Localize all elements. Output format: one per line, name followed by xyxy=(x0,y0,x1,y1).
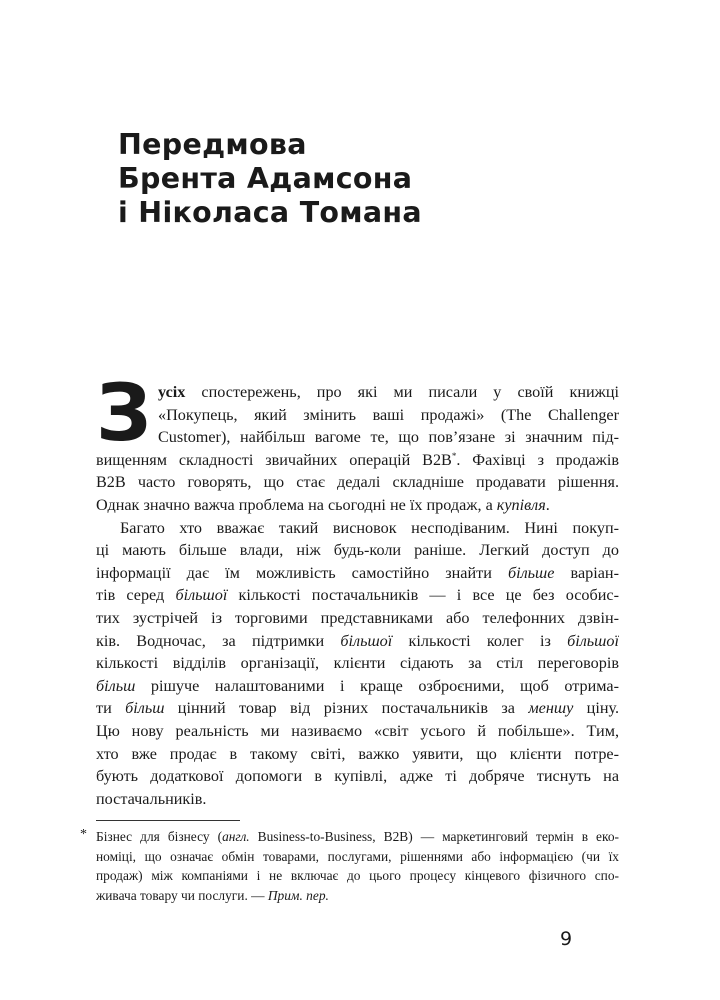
emphasis: більшої xyxy=(340,631,393,650)
emphasis: більшої xyxy=(175,586,228,605)
page-number: 9 xyxy=(560,928,573,950)
text-line: Цю нову реальність ми називаємо «світ усього й побільше». Тим, xyxy=(96,721,619,740)
text-line: Customer), найбільш вагоме те, що пов’язане зі значним під- xyxy=(158,428,619,447)
emphasis: англ. xyxy=(222,829,250,844)
drop-cap: З xyxy=(96,369,152,459)
footnote xyxy=(80,827,619,905)
text-line: Однак значно важча проблема на сьогодні не їх продаж, а купівля. xyxy=(96,495,550,514)
text-line: більш рішуче налаштованими і краще озброєними, щоб отрима- xyxy=(96,676,619,695)
text-line: Багато хто вважає такий висновок несподіваним. Нині покуп- xyxy=(120,518,619,537)
text-line: кількості відділів організації, клієнти сідають за стіл переговорів xyxy=(96,654,619,673)
emphasis: більш xyxy=(96,676,136,695)
text-line: тих зустрічей із торговими представниками або телефонних дзвін- xyxy=(96,608,619,627)
text-line: усіх спостережень, про які ми писали у своїй книжці xyxy=(158,383,619,401)
text-line: ти більш цінний товар від різних постачальників за меншу ціну. xyxy=(96,699,619,718)
body-text xyxy=(96,369,619,810)
lead-in-bold: усіх xyxy=(158,383,186,401)
footnote-line: живача товару чи послуги. — Прим. пер. xyxy=(96,887,329,903)
text-line: вищенням складності звичайних операцій B2B*. Фахівці з продажів xyxy=(96,450,619,469)
text-line: хто вже продає в такому світі, важко уявити, що клієнти потре- xyxy=(96,744,619,763)
text-line: B2B часто говорять, що стає дедалі складніше продавати рішення. xyxy=(96,473,619,492)
footnote-line: номіці, що означає обмін товарами, послугами, рішеннями або інформацією (чи їх xyxy=(96,848,619,864)
footnote-line: Бізнес для бізнесу (англ. Business-to-Business, B2B) — маркетинговий термін в еко- xyxy=(96,829,619,844)
text-line: тів серед більшої кількості постачальників — і все це без особис- xyxy=(96,586,619,605)
text-line: постачальників. xyxy=(96,789,207,808)
footnote-divider xyxy=(96,820,240,821)
chapter-title xyxy=(118,128,422,230)
text-line: ці мають більше влади, ніж будь-коли раніше. Легкий доступ до xyxy=(96,541,619,560)
emphasis: більш xyxy=(125,699,165,718)
emphasis: більше xyxy=(507,563,555,582)
footnote-reference: * xyxy=(451,450,457,461)
footnote-mark: * xyxy=(80,827,87,842)
emphasis: меншу xyxy=(528,699,574,718)
chapter-title-line: Брента Адамсона xyxy=(118,162,413,195)
chapter-title-line: Передмова xyxy=(118,128,307,161)
emphasis: Прим. пер. xyxy=(267,887,329,903)
text-line: ків. Водночас, за підтримки більшої кількості колег із більшої xyxy=(96,631,619,650)
footnote-line: продаж) між компаніями і не включає до цього процесу кінцевого фізичного спо- xyxy=(96,868,619,883)
emphasis: купівля xyxy=(496,495,546,514)
chapter-title-line: і Ніколаса Томана xyxy=(118,196,422,229)
text-line: бують додаткової допомоги в купівлі, адже ті добряче тиснуть на xyxy=(96,767,619,786)
emphasis: більшої xyxy=(567,631,619,650)
text-line: «Покупець, який змінить ваші продажі» (The Challenger xyxy=(158,405,619,424)
text-line: інформації дає їм можливість самостійно знайти більше варіан- xyxy=(96,563,619,582)
